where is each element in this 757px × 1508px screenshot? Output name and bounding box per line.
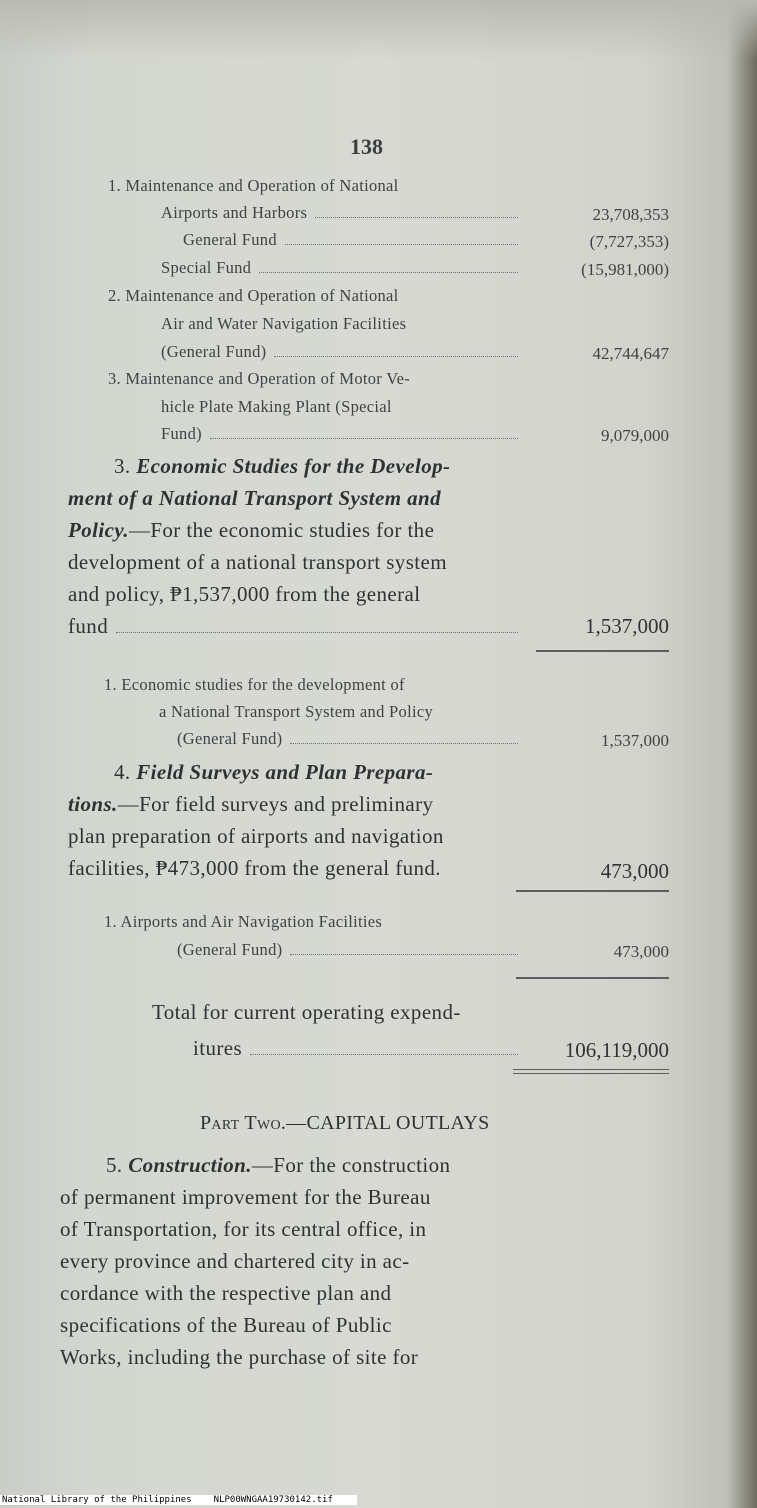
item-3-line1b: hicle Plate Making Plant (Special	[161, 397, 392, 416]
section-5-text-line7: Works, including the purchase of site for	[60, 1345, 419, 1369]
section-3-item-line1b: a National Transport System and Policy	[159, 702, 434, 721]
item-3-line2: Fund)	[161, 424, 522, 444]
section-4-text-line1: tions.—For field surveys and preliminary	[68, 792, 434, 816]
section-4-amount: 473,000	[600, 859, 669, 883]
part-two-heading: Part Two.—CAPITAL OUTLAYS	[200, 1112, 490, 1134]
leader-dots	[259, 271, 518, 273]
item-2-line2: (General Fund)	[161, 342, 522, 362]
section-4-text-line3: facilities, ₱473,000 from the general fund.	[68, 856, 441, 880]
section-3-heading-line2: ment of a National Transport System and	[68, 486, 442, 510]
section-3-amount: 1,537,000	[585, 614, 669, 638]
leader-dots	[250, 1053, 518, 1055]
section-4-item-line1: 1. Airports and Air Navigation Facilities	[104, 912, 383, 931]
special-fund-amount: (15,981,000)	[581, 260, 669, 279]
general-fund-amount: (7,727,353)	[589, 232, 669, 251]
section-3-text-line2: development of a national transport system	[68, 550, 447, 574]
item-1-line2: Airports and Harbors	[161, 203, 522, 223]
section-3-item-line1: 1. Economic studies for the development of	[104, 675, 405, 694]
section-4-item-line2: (General Fund)	[177, 940, 522, 960]
section-3-text-line3: and policy, ₱1,537,000 from the general	[68, 582, 421, 606]
section-3-rule	[536, 650, 669, 652]
item-1-amount: 23,708,353	[592, 205, 669, 224]
leader-dots	[116, 631, 518, 633]
section-4-rule	[516, 890, 669, 892]
item-2-line1b: Air and Water Navigation Facilities	[161, 314, 407, 333]
total-line2: itures	[193, 1032, 522, 1064]
section-5-text-line2: of permanent improvement for the Bureau	[60, 1185, 431, 1209]
footer-file: NLP00WNGAA19730142.tif	[213, 1495, 333, 1505]
general-fund-line: General Fund	[183, 230, 522, 250]
leader-dots	[315, 216, 518, 218]
section-5-text-line5: cordance with the respective plan and	[60, 1281, 392, 1305]
item-3-line1: 3. Maintenance and Operation of Motor Ve-	[108, 369, 411, 388]
section-4-item-rule	[516, 977, 669, 979]
section-4-text-line2: plan preparation of airports and navigation	[68, 824, 444, 848]
leader-dots	[285, 243, 518, 245]
section-3-item-line2: (General Fund)	[177, 729, 522, 749]
leader-dots	[210, 437, 518, 439]
total-line1: Total for current operating expend-	[152, 1000, 461, 1024]
item-2-amount: 42,744,647	[592, 344, 669, 363]
leader-dots	[290, 742, 518, 744]
section-3-text-line1: Policy.—For the economic studies for the	[68, 518, 435, 542]
section-5-text-line3: of Transportation, for its central office, in	[60, 1217, 427, 1241]
section-3-text-line4: fund	[68, 610, 522, 642]
scan-footer	[0, 1495, 357, 1505]
section-4-item-amount: 473,000	[613, 942, 669, 961]
leader-dots	[274, 355, 518, 357]
special-fund-line: Special Fund	[161, 258, 522, 278]
page-number: 138	[350, 134, 383, 159]
section-5-text-line4: every province and chartered city in ac-	[60, 1249, 410, 1273]
page-shadow	[0, 0, 757, 60]
total-amount: 106,119,000	[564, 1038, 669, 1062]
section-4-heading-line1: 4. Field Surveys and Plan Prepara-	[114, 760, 434, 784]
section-3-item-amount: 1,537,000	[601, 731, 669, 750]
section-5-heading: 5. Construction.—For the construction	[106, 1153, 451, 1177]
total-double-rule	[513, 1069, 669, 1074]
item-2-line1: 2. Maintenance and Operation of National	[108, 286, 399, 305]
item-1-line1: 1. Maintenance and Operation of National	[108, 176, 399, 195]
footer-library: National Library of the Philippines	[2, 1495, 192, 1505]
section-5-text-line6: specifications of the Bureau of Public	[60, 1313, 392, 1337]
item-3-amount: 9,079,000	[601, 426, 669, 445]
leader-dots	[290, 953, 518, 955]
section-3-heading-line1: 3. Economic Studies for the Develop-	[114, 454, 451, 478]
